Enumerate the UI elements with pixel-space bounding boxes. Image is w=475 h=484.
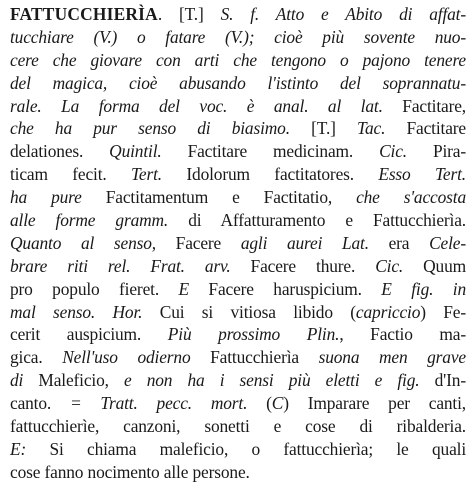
entry-text-segment: Cui si vitiosa libido ( xyxy=(142,301,356,322)
entry-line xyxy=(10,301,466,324)
entry-text-segment: Fattucchierìa xyxy=(190,347,319,368)
entry-text-segment: E fig. in xyxy=(381,278,466,299)
entry-text-segment: E xyxy=(178,278,189,299)
entry-text-segment: Factitare, xyxy=(382,95,466,116)
entry-text-segment: Quanto al senso, xyxy=(10,232,156,253)
entry-line xyxy=(10,255,466,278)
entry-line xyxy=(10,3,466,26)
entry-text-segment: Si chiama maleficio, o fattucchierìa; le quali xyxy=(26,438,466,459)
entry-text-segment: Factitare xyxy=(385,118,466,139)
entry-text-segment: era xyxy=(368,232,430,253)
entry-text-segment: pro populo fieret. xyxy=(10,278,179,299)
entry-text-segment: Maleficio, xyxy=(23,370,124,391)
entry-line xyxy=(10,72,466,95)
entry-text-segment: ) Fe- xyxy=(420,301,467,322)
entry-line xyxy=(10,117,466,140)
entry-text-segment: di xyxy=(10,370,24,391)
entry-line xyxy=(10,346,466,369)
entry-text-segment: Tac. xyxy=(357,118,386,139)
entry-text-segment: Pira- xyxy=(406,141,466,162)
entry-text-segment: Factitamentum e Factitatio, xyxy=(81,187,357,208)
entry-line xyxy=(10,438,466,461)
entry-text-segment: agli aurei Lat. xyxy=(240,232,369,253)
entry-text-segment: che ha pur senso di biasimo. xyxy=(10,118,290,139)
entry-line xyxy=(10,461,466,484)
entry-text-segment: Quintil. xyxy=(109,141,162,162)
entry-text-segment: Quum xyxy=(403,255,466,276)
entry-text-segment: gica. xyxy=(10,347,63,368)
entry-text-segment: Idolorum factitatores. xyxy=(162,164,379,185)
entry-text-segment: ) Imparare per canti, xyxy=(283,393,466,414)
entry-line xyxy=(10,140,466,163)
entry-text-segment: Factitare medicinam. xyxy=(161,141,380,162)
entry-line xyxy=(10,415,466,438)
entry-text-segment: tucchiare (V.) o fatare (V.); cioè più sovente nuo- xyxy=(10,26,466,47)
entry-line xyxy=(10,323,466,346)
entry-text-segment: ticam fecit. xyxy=(10,164,131,185)
entry-text-segment: delationes. xyxy=(10,141,110,162)
entry-text-segment: cerit auspicium. xyxy=(10,324,168,345)
entry-text-segment: suona men grave xyxy=(318,347,466,368)
entry-line xyxy=(10,95,466,118)
entry-text-segment: fattucchierìe, canzoni, sonetti e cose di ribalderia. xyxy=(10,416,466,437)
entry-text-segment: cose fanno nocimento alle persone. xyxy=(10,461,250,482)
entry-line xyxy=(10,369,466,392)
entry-text-segment: d'In- xyxy=(419,370,466,391)
entry-text-segment: rale. La forma del voc. è anal. al lat. xyxy=(10,95,383,116)
entry-text-segment: di Affatturamento e Fattucchierìa. xyxy=(168,210,466,231)
entry-line xyxy=(10,232,466,255)
dictionary-entry xyxy=(10,3,466,484)
entry-text-segment: cere che giovare con arti che tengono o pajono tenere xyxy=(10,49,466,70)
entry-text-segment: capriccio xyxy=(355,301,421,322)
entry-text-segment: Esso Tert. xyxy=(378,164,466,185)
entry-line xyxy=(10,392,466,415)
entry-text-segment: Facere thure. xyxy=(230,255,376,276)
entry-line xyxy=(10,209,466,232)
entry-text-segment: S. f. Atto e Abito di affat- xyxy=(220,4,466,24)
entry-text-segment: Facere haruspicium. xyxy=(188,278,382,299)
entry-text-segment: Facere xyxy=(155,232,241,253)
entry-text-segment: brare riti rel. Frat. arv. xyxy=(10,255,231,276)
entry-text-segment: FATTUCCHIERÌA xyxy=(10,4,158,24)
entry-text-segment: Cele- xyxy=(429,232,466,253)
entry-text-segment: canto. xyxy=(10,393,70,414)
entry-text-segment: Più prossimo Plin. xyxy=(167,324,340,345)
entry-text-segment: che s'accosta xyxy=(356,187,467,208)
entry-text-segment: , Factio ma- xyxy=(339,324,466,345)
entry-text-segment: E: xyxy=(10,438,27,459)
entry-text-segment: e non ha i sensi più eletti e fig. xyxy=(123,370,420,391)
entry-text-segment: mal senso. Hor. xyxy=(10,301,143,322)
entry-text-segment: = Tratt. pecc. mort. xyxy=(69,393,248,414)
entry-text-segment: Nell'uso odierno xyxy=(62,347,191,368)
entry-text-segment: C xyxy=(271,393,284,414)
entry-line xyxy=(10,186,466,209)
entry-line xyxy=(10,163,466,186)
entry-text-segment: ha pure xyxy=(10,187,82,208)
entry-line xyxy=(10,26,466,49)
entry-line xyxy=(10,278,466,301)
entry-text-segment: alle forme gramm. xyxy=(10,210,169,231)
entry-text-segment: [T.] xyxy=(289,118,358,139)
entry-text-segment: Tert. xyxy=(131,164,162,185)
entry-text-segment: Cic. xyxy=(379,141,407,162)
entry-line xyxy=(10,49,466,72)
entry-text-segment: . [T.] xyxy=(157,4,221,24)
entry-text-segment: Cic. xyxy=(375,255,404,276)
entry-text-segment: ( xyxy=(247,393,272,414)
entry-text-segment: del magica, cioè abusando l'istinto del soprannatu- xyxy=(10,72,466,93)
